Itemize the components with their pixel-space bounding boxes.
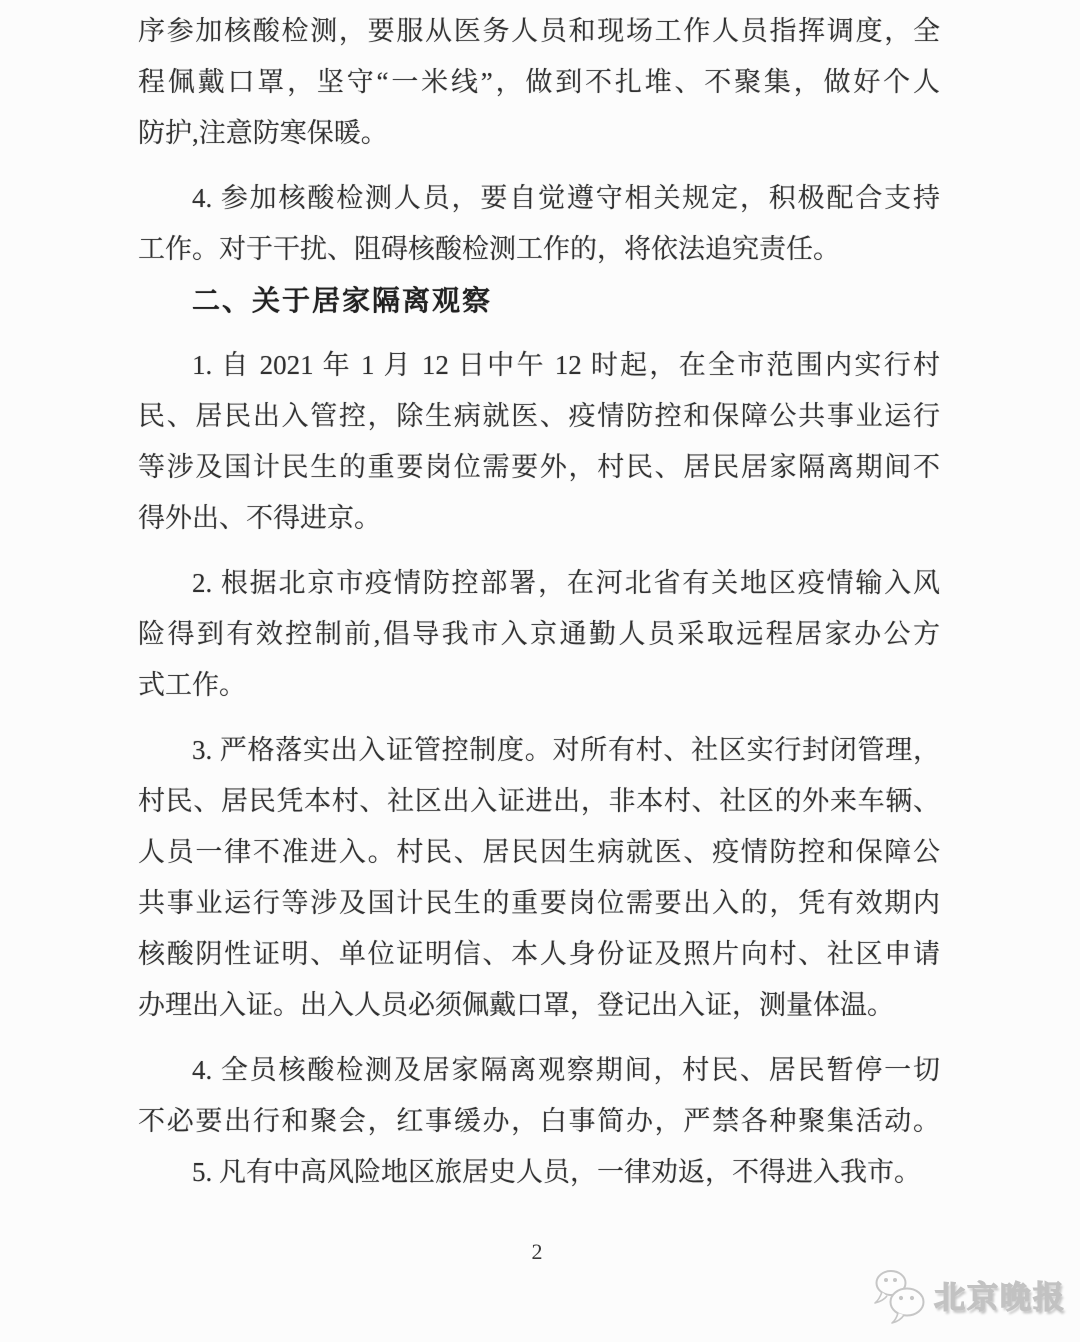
document-line: 防护,注意防寒保暖。	[138, 118, 388, 148]
document-line: 得外出、不得进京。	[138, 503, 381, 533]
section-heading: 二、关于居家隔离观察	[192, 285, 493, 316]
document-line: 序参加核酸检测，要服从医务人员和现场工作人员指挥调度，全	[138, 16, 940, 46]
document-line: 险得到有效控制前,倡导我市入京通勤人员采取远程居家办公方	[138, 619, 940, 649]
document-line: 1. 自 2021 年 1 月 12 日中午 12 时起，在全市范围内实行村	[192, 350, 940, 380]
document-line: 工作。对于干扰、阻碍核酸检测工作的，将依法追究责任。	[138, 234, 840, 264]
document-body	[138, 6, 940, 1198]
document-line: 民、居民出入管控，除生病就医、疫情防控和保障公共事业运行	[138, 401, 940, 431]
document-line: 程佩戴口罩，坚守“一米线”，做到不扎堆、不聚集，做好个人	[138, 67, 940, 97]
document-line: 等涉及国计民生的重要岗位需要外，村民、居民居家隔离期间不	[138, 452, 940, 482]
document-line: 办理出入证。出入人员必须佩戴口罩，登记出入证，测量体温。	[138, 990, 894, 1020]
page-number: 2	[531, 1239, 543, 1264]
watermark-label: 北京晚报	[934, 1279, 1066, 1315]
document-line: 3. 严格落实出入证管控制度。对所有村、社区实行封闭管理，	[192, 735, 940, 765]
document-line: 共事业运行等涉及国计民生的重要岗位需要出入的，凭有效期内	[138, 888, 940, 918]
document-line: 4. 参加核酸检测人员，要自觉遵守相关规定，积极配合支持	[192, 183, 940, 213]
document-line: 式工作。	[138, 670, 246, 700]
document-line: 村民、居民凭本村、社区出入证进出，非本村、社区的外来车辆、	[138, 786, 940, 816]
document-line: 2. 根据北京市疫情防控部署，在河北省有关地区疫情输入风	[192, 568, 940, 598]
document-line: 5. 凡有中高风险地区旅居史人员，一律劝返，不得进入我市。	[192, 1157, 921, 1187]
document-line: 人员一律不准进入。村民、居民因生病就医、疫情防控和保障公	[138, 837, 940, 867]
document-line: 不必要出行和聚会，红事缓办，白事简办，严禁各种聚集活动。	[138, 1106, 940, 1136]
wechat-logo-icon	[871, 1264, 929, 1324]
document-line: 4. 全员核酸检测及居家隔离观察期间，村民、居民暂停一切	[192, 1055, 940, 1085]
document-line: 核酸阴性证明、单位证明信、本人身份证及照片向村、社区申请	[138, 939, 940, 969]
watermark	[871, 1264, 1066, 1324]
